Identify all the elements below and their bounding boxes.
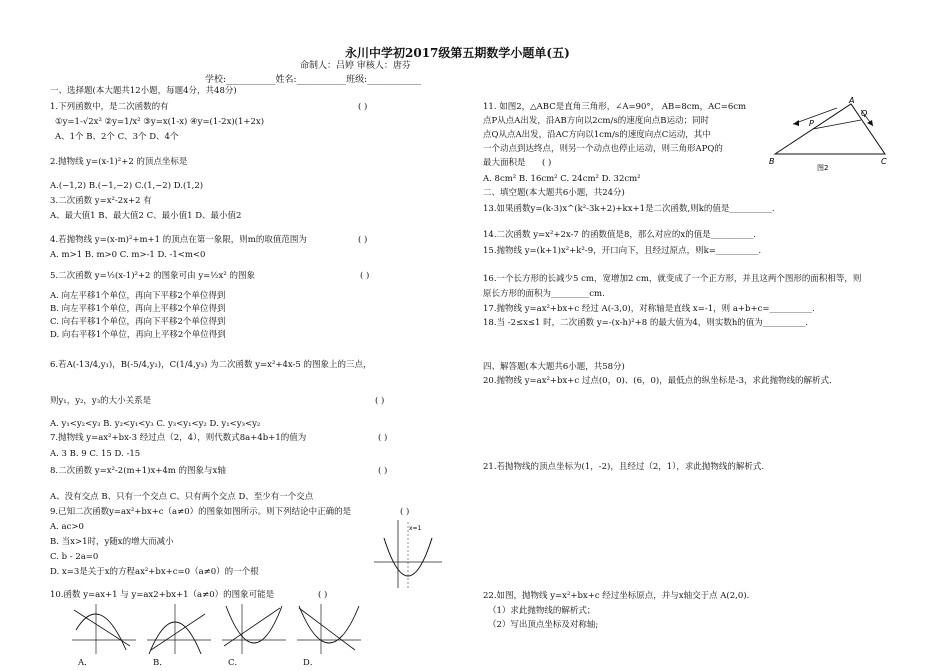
vertex-a-label: A (849, 96, 855, 105)
q10-label-b: B． (153, 658, 168, 668)
q5-choice-a: A. 向左平移1个单位，再向下平移2个单位得到 (50, 291, 226, 301)
q10-answer-paren: ( ) (318, 590, 328, 600)
q5-answer-paren: ( ) (360, 271, 370, 281)
q6-text: 6.若A(-13/4,y₁)，B(-5/4,y₂)，C(1/4,y₃) 为二次函数 y=x²+4x-5 的图象上的三点， (50, 360, 372, 370)
q5-choice-b: B. 向左平移1个单位，再向上平移2个单位得到 (50, 304, 226, 314)
q9-text: 9.已知二次函数y=ax²+bx+c（a≠0）的图象如图所示。则下列结论中正确的是 (50, 507, 352, 517)
page-title: 永川中学初2017级第五期数学小题单(五) (345, 46, 570, 60)
q2-choices: A.(−1,2) B.(−1,−2) C.(1,−2) D.(1,2) (50, 181, 204, 191)
q9-choice-c: C. b - 2a=0 (50, 552, 99, 562)
q22-part-1: （1）求此抛物线的解析式； (488, 606, 596, 616)
q16-line-1: 16.一个长方形的长减少5 cm，宽增加2 cm，就变成了一个正方形，并且这两个图形的面积相等，则 (483, 274, 862, 284)
q9-choice-d: D. x=3是关于x的方程ax²+bx+c=0（a≠0）的一个根 (50, 567, 259, 577)
q21-text: 21.若抛物线的顶点坐标为(1，-2)，且经过（2，1），求此抛物线的解析式. (483, 462, 765, 472)
vertex-c-label: C (881, 157, 887, 166)
q13-text: 13.如果函数y=(k-3)x^(k²-3k+2)+kx+1是二次函数,则k的值是__________. (483, 204, 775, 214)
q4-choices: A. m>1 B. m>0 C. m>-1 D. -1<m<0 (50, 250, 206, 260)
q22-part-2: （2）写出顶点坐标及对称轴; (488, 620, 599, 630)
q1-choices: A、1个 B、2个 C、3个 D、4个 (55, 132, 179, 142)
q7-answer-paren: ( ) (378, 433, 388, 443)
q11-line-1: 11. 如图2，△ABC是直角三角形，∠A=90°， AB=8cm，AC=6cm (483, 102, 747, 112)
q9-choice-b: B. 当x>1时，y随x的增大而减小 (50, 537, 174, 547)
q22-text: 22.如图，抛物线 y=x²+bx+c 经过坐标原点，并与x轴交于点 A(2,0). (483, 591, 750, 601)
q5-text: 5.二次函数 y=½(x-1)²+2 的图象可由 y=½x² 的图象 (50, 271, 255, 281)
q10-text: 10.函数 y=ax+1 与 y=ax2+bx+1（a≠0）的图象可能是 (50, 590, 275, 600)
author-line: 命制人：吕婷 审核人：唐芬 (300, 61, 411, 71)
school-line: 学校:___________姓名:___________班级:____________ (205, 75, 422, 85)
q10-label-a: A． (78, 658, 93, 668)
q8-text: 8.二次函数 y=x²-2(m+1)x+4m 的图象与x轴 (50, 466, 226, 476)
q9-axis-of-symmetry-label: x=1 (409, 525, 422, 532)
q10-graph-b (147, 604, 211, 654)
q11-line-2: 点P从点A出发，沿AB方向以2cm/s的速度向点B运动；同时 (483, 116, 709, 126)
q15-text: 15.抛物线 y=(k+1)x²+k²-9，开口向下，且经过原点，则k=__________. (483, 246, 762, 256)
q11-line-5: 最大面积是 (483, 158, 526, 168)
q4-answer-paren: ( ) (358, 235, 368, 245)
q1-text: 1.下列函数中，是二次函数的有 (50, 102, 169, 112)
q9-answer-paren: ( ) (400, 507, 410, 517)
q11-choices: A. 8cm² B. 16cm² C. 24cm² D. 32cm² (483, 174, 641, 184)
q11-answer-paren: ( ) (542, 158, 552, 168)
q3-text: 3.二次函数 y=x²-2x+2 有 (50, 196, 152, 206)
point-q-label: Q (861, 109, 868, 118)
q11-line-4: 一个动点到达终点，则另一个动点也停止运动，则三角形APQ的 (483, 144, 723, 154)
section-solutions: 四、解答题(本大题共6小题，共58分) (483, 362, 625, 372)
q9-choice-a: A. ac>0 (50, 522, 84, 532)
vertex-b-label: B (769, 157, 775, 166)
q10-graph-a (72, 604, 136, 654)
q5-choice-c: C. 向右平移1个单位，再向下平移2个单位得到 (50, 317, 226, 327)
q16-line-2: 原长方形的面积为_________cm. (483, 289, 605, 299)
q10-graph-options (70, 600, 370, 656)
q11-line-3: 点Q从点A出发，沿AC方向以1cm/s的速度向点C运动，其中 (483, 130, 711, 140)
q3-choices: A、最大值1 B、最大值2 C、最小值1 D、最小值2 (50, 211, 242, 221)
q5-choice-d: D. 向右平移1个单位，再向上平移2个单位得到 (50, 330, 226, 340)
section-fill-in: 二、填空题(本大题共6小题，共24分) (483, 188, 625, 198)
figure-2-caption: 图2 (817, 164, 829, 172)
q10-label-c: C． (228, 658, 244, 668)
q6-answer-paren: ( ) (375, 396, 385, 406)
q8-answer-paren: ( ) (378, 466, 388, 476)
q1-options: ①y=1-√2x² ②y=1/x² ③y=x(1-x) ④y=(1-2x)(1+2x) (55, 117, 265, 127)
q10-graph-c (222, 604, 286, 654)
q8-choices: A、没有交点 B、只有一个交点 C、只有两个交点 D、至少有一个交点 (50, 492, 314, 502)
q7-choices: A. 3 B. 9 C. 15 D. -15 (50, 449, 141, 459)
q18-text: 18.当 -2≤x≤1 时，二次函数 y=-(x-h)²+8 的最大值为4，则实数h的值为__________. (483, 318, 808, 328)
q6-text-2: 则y₁，y₂，y₃的大小关系是 (50, 396, 152, 406)
point-p-label: P (809, 119, 814, 128)
q2-text: 2.抛物线 y=(x-1)²+2 的顶点坐标是 (50, 157, 188, 167)
q17-text: 17.抛物线 y=ax²+bx+c 经过 A(-3,0)，对称轴是直线 x=-1，则 a+b+c=__________. (483, 304, 815, 314)
q10-label-d: D． (303, 658, 319, 668)
triangle-figure (765, 96, 895, 176)
q9-parabola-figure (372, 518, 444, 590)
q7-text: 7.抛物线 y=ax²+bx-3 经过点（2，4），则代数式8a+4b+1的值为 (50, 433, 307, 443)
q20-text: 20.抛物线 y=ax²+bx+c 过点(0，0)、(6，0)，最低点的纵坐标是-3，求此抛物线的解析式. (483, 376, 832, 386)
q14-text: 14.二次函数 y=x²+2x-7 的函数值是8，那么对应的x的值是__________. (483, 230, 756, 240)
section-choice: 一、选择题(本大题共12小题，每题4分，共48分) (50, 86, 237, 96)
q6-choices: A. y₁<y₂<y₃ B. y₂<y₁<y₃ C. y₃<y₁<y₂ D. y₁<y₃<y₂ (50, 419, 261, 429)
q1-answer-paren: ( ) (358, 102, 368, 112)
q4-text: 4.若抛物线 y=(x-m)²+m+1 的顶点在第一象限，则m的取值范围为 (50, 235, 307, 245)
q10-graph-d (297, 604, 361, 654)
